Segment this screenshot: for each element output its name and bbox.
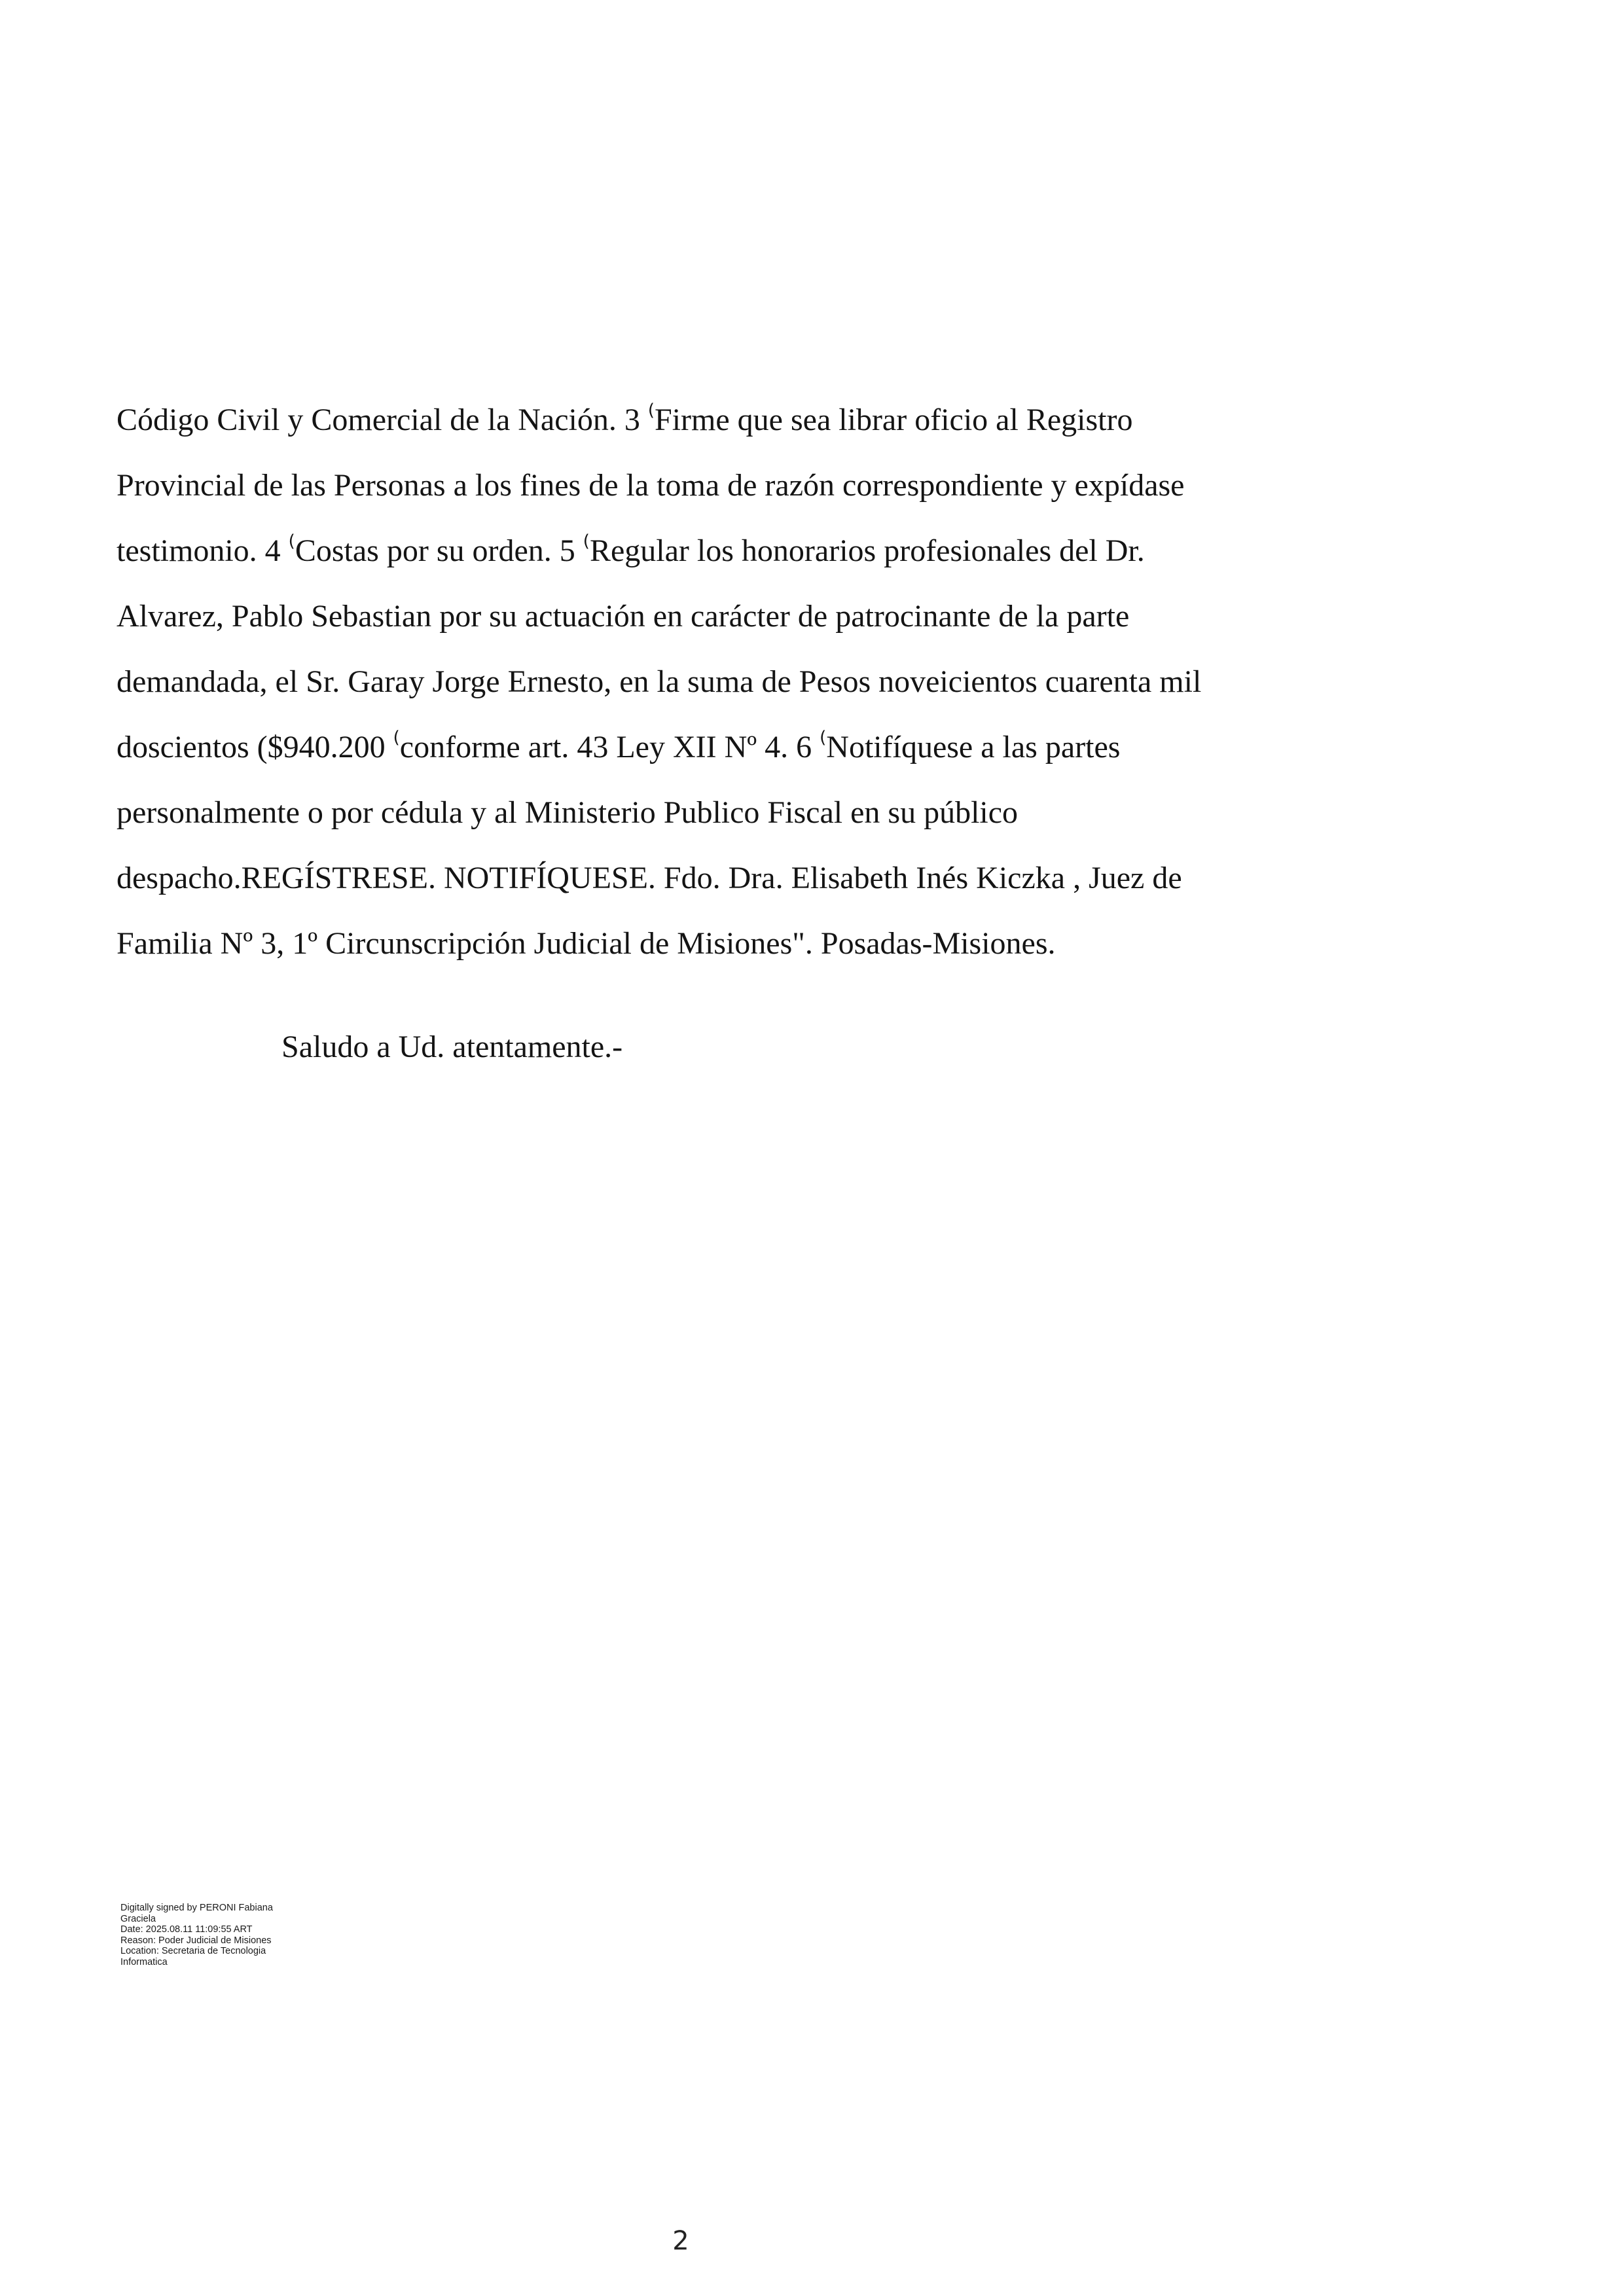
paren-mark: (: [647, 401, 655, 420]
body-line: personalmente o por cédula y al Ministerio Publico Fiscal en su público: [117, 795, 1019, 830]
body-text-segment: Costas por su orden. 5: [295, 533, 583, 568]
body-line: [117, 518, 1252, 584]
body-text-segment: Firme que sea librar oficio al Registro: [655, 403, 1133, 437]
signature-line: Date: 2025.08.11 11:09:55 ART: [120, 1924, 253, 1935]
body-line: despacho.REGÍSTRESE. NOTIFÍQUESE. Fdo. Dra. Elisabeth Inés Kiczka , Juez de: [117, 861, 1182, 895]
body-line: Alvarez, Pablo Sebastian por su actuación en carácter de patrocinante de la parte: [117, 599, 1130, 634]
body-line: Familia Nº 3, 1º Circunscripción Judicial de Misiones". Posadas-Misiones.: [117, 926, 1056, 961]
body-line: demandada, el Sr. Garay Jorge Ernesto, en la suma de Pesos noveicientos cuarenta mil: [117, 664, 1202, 699]
body-text-segment: doscientos ($940.200: [117, 730, 393, 764]
paren-mark: (: [820, 728, 827, 747]
body-line: [117, 715, 1252, 780]
signature-line: Location: Secretaria de Tecnologia: [120, 1946, 266, 1956]
signature-line: Digitally signed by PERONI Fabiana: [120, 1903, 273, 1913]
paren-mark: (: [288, 531, 295, 551]
closing-salutation: Saludo a Ud. atentamente.-: [281, 1030, 623, 1064]
paren-mark: (: [393, 728, 400, 747]
body-line: Provincial de las Personas a los fines de la toma de razón correspondiente y expídase: [117, 468, 1185, 503]
page-number: 2: [672, 2226, 689, 2256]
body-line: [117, 387, 1252, 453]
signature-line: Informatica: [120, 1956, 168, 1967]
body-text-segment: conforme art. 43 Ley XII Nº 4. 6: [399, 730, 820, 764]
body-text-segment: Código Civil y Comercial de la Nación. 3: [117, 403, 648, 437]
signature-line: Graciela: [120, 1913, 156, 1924]
body-text-segment: Regular los honorarios profesionales del Dr.: [589, 533, 1145, 568]
digital-signature-stamp: [120, 1903, 356, 1967]
paren-mark: (: [583, 531, 590, 551]
signature-line: Reason: Poder Judicial de Misiones: [120, 1935, 272, 1946]
body-paragraph: [117, 387, 1252, 977]
body-text-segment: Notifíquese a las partes: [826, 730, 1121, 764]
body-text-segment: testimonio. 4: [117, 533, 289, 568]
